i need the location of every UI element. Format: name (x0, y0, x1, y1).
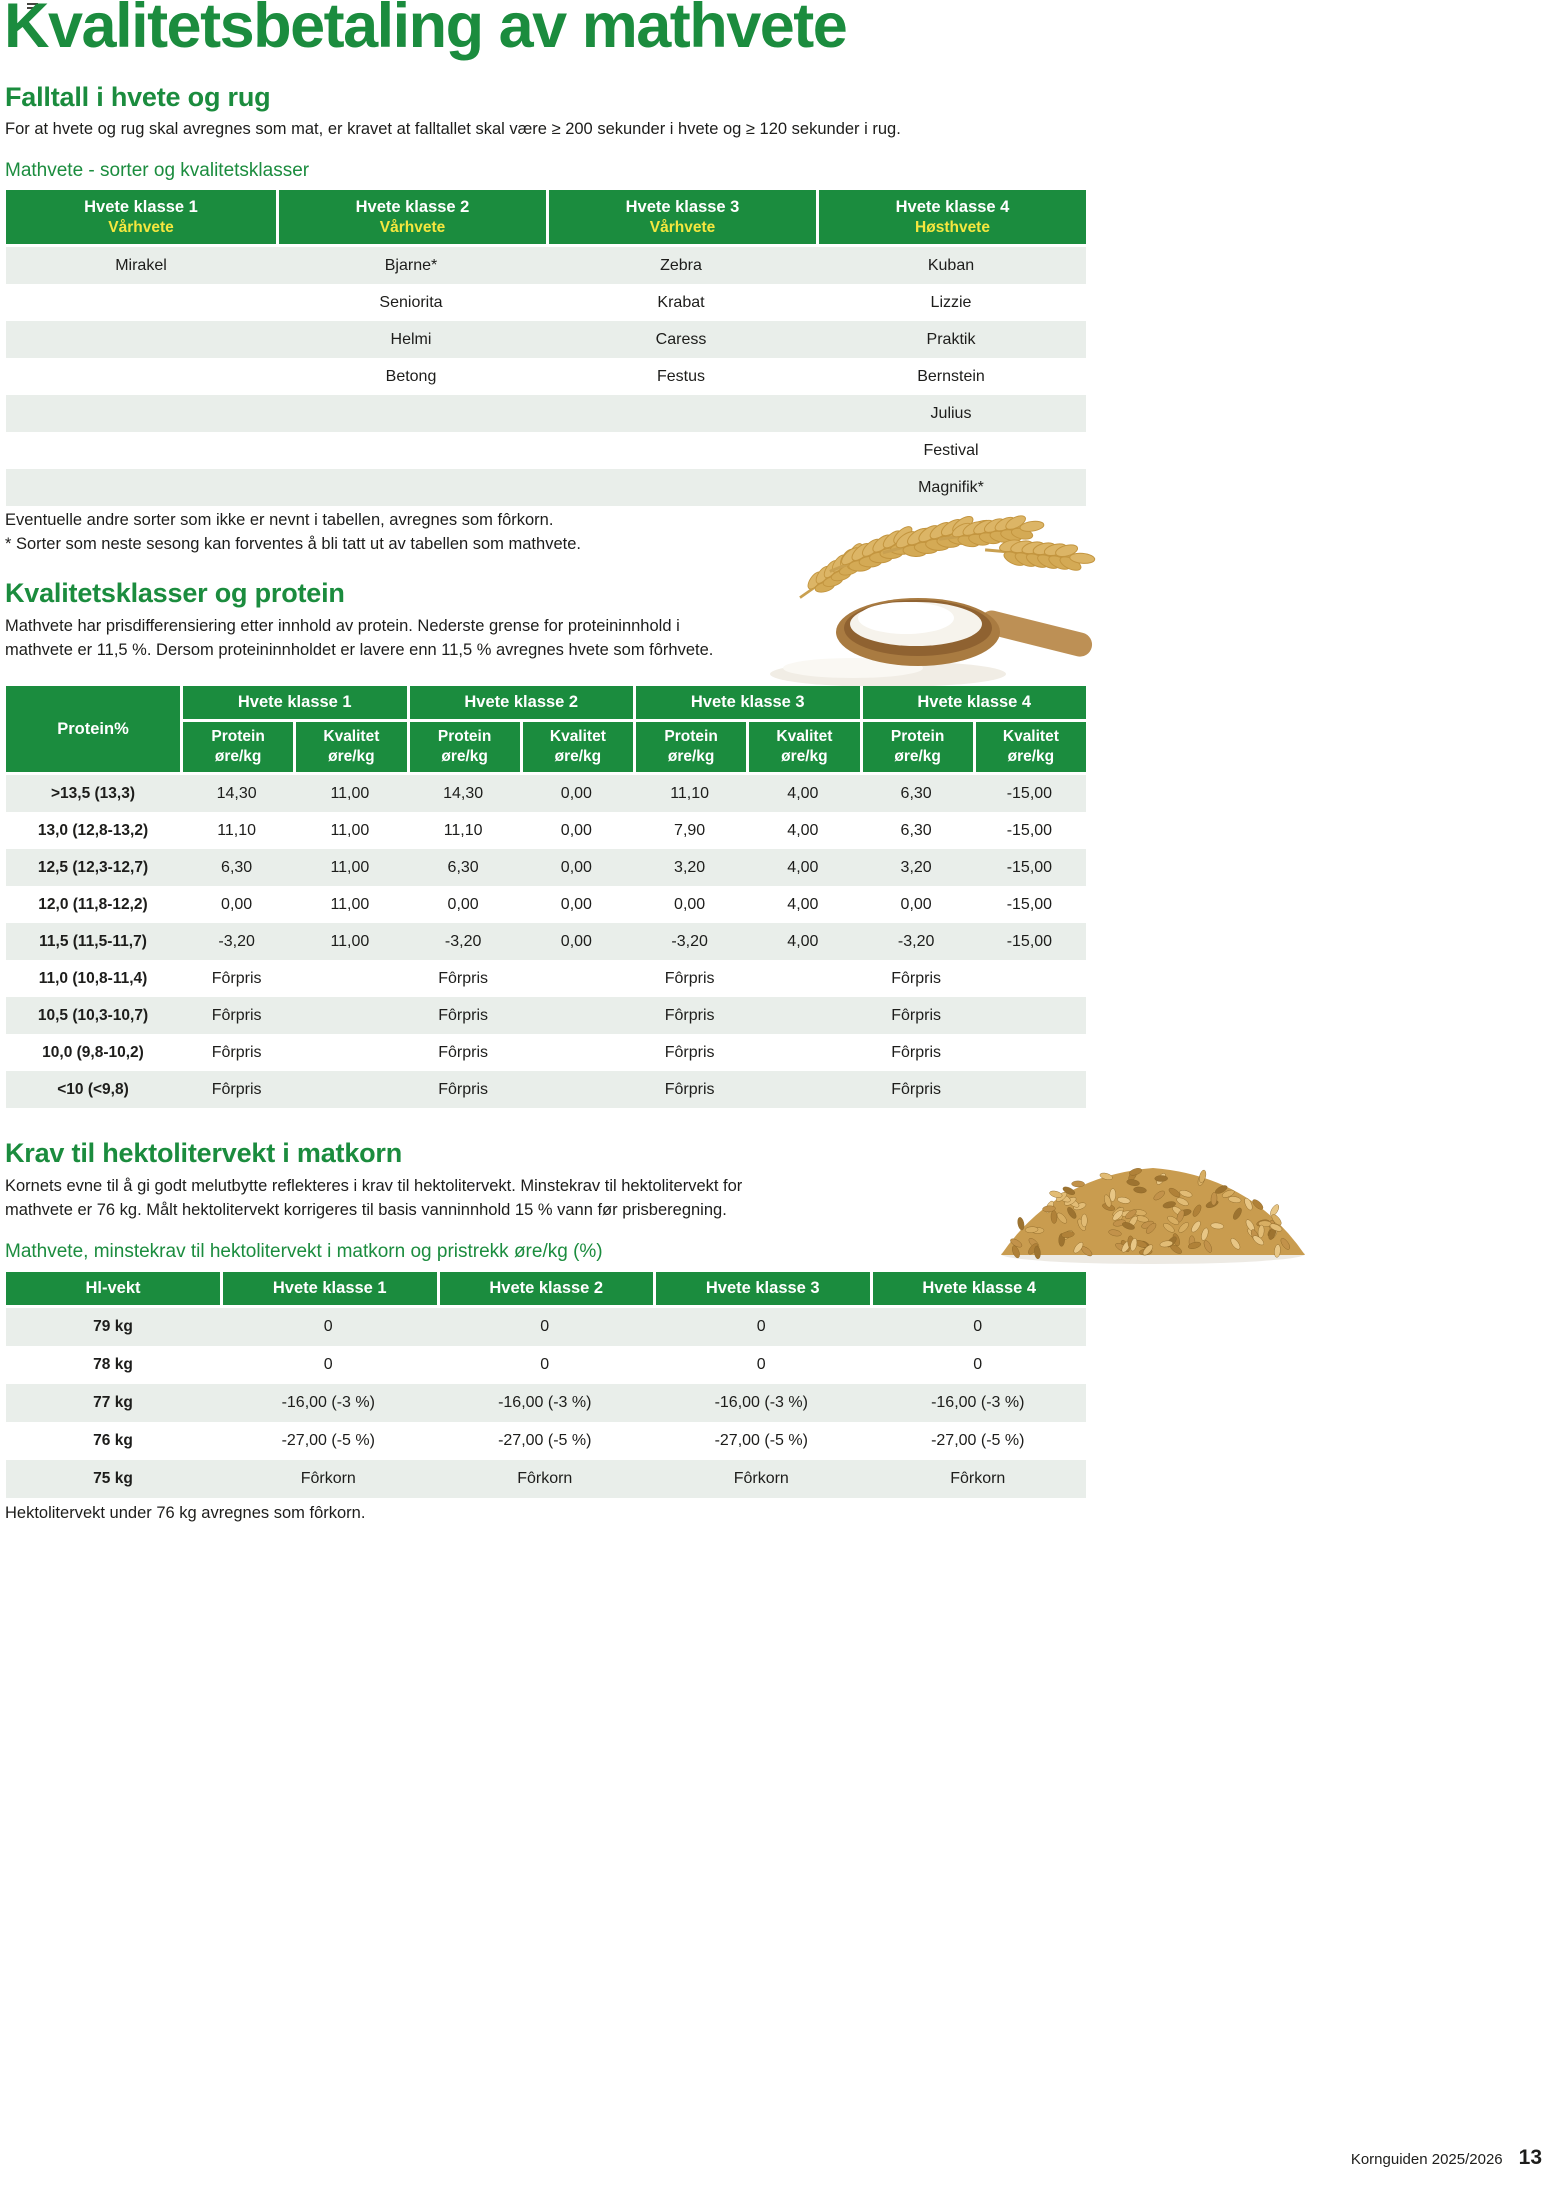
hektoliter-table (6, 1272, 1086, 1498)
class-header-cell: Hvete klasse 1 (180, 686, 407, 722)
variety-cell: Festival (923, 441, 979, 459)
price-cell: 6,30 (447, 858, 479, 876)
price-cell (293, 1071, 406, 1108)
class-header-cell: Hvete klasse 2 (437, 1272, 654, 1308)
variety-cell: Caress (655, 330, 707, 348)
table-row (6, 886, 1086, 923)
class-subtitle: Vårhvete (108, 218, 174, 236)
subheader-kvalitet-cell: Kvalitet øre/kg (746, 722, 859, 775)
class-header-cell: Hvete klasse 2 (407, 686, 634, 722)
sorter-note: Eventuelle andre sorter som ikke er nevnt i tabellen, avregnes som fôrkorn. (5, 511, 554, 529)
price-cell: 11,00 (330, 784, 370, 802)
price-cell (520, 1071, 633, 1108)
protein-table-body (6, 775, 1086, 1108)
variety-cell: Bernstein (917, 367, 985, 385)
sorter-table-header (6, 190, 1086, 247)
price-cell: Fôrpris (438, 1080, 489, 1098)
protein-range-cell: 11,0 (10,8-11,4) (38, 969, 148, 987)
price-cell: 14,30 (443, 784, 484, 802)
table-row (6, 1422, 1086, 1460)
price-cell: -3,20 (444, 932, 482, 950)
deduction-cell: -27,00 (-5 %) (498, 1432, 592, 1449)
class-subtitle: Vårhvete (649, 218, 716, 236)
price-cell: 3,20 (674, 858, 706, 876)
price-cell (293, 960, 406, 997)
price-cell: 0,00 (674, 895, 706, 913)
price-cell: Fôrpris (891, 1006, 942, 1024)
subheader-protein-cell: Protein øre/kg (860, 722, 973, 775)
subheader-protein-cell: Protein øre/kg (633, 722, 746, 775)
price-cell: -15,00 (1006, 895, 1053, 913)
subheader-kvalitet-cell: Kvalitet øre/kg (973, 722, 1086, 775)
deduction-cell: 0 (323, 1318, 333, 1335)
price-cell: 4,00 (787, 821, 819, 839)
protein-range-cell: 12,0 (11,8-12,2) (38, 895, 148, 913)
protein-range-cell: <10 (<9,8) (57, 1080, 129, 1098)
heading-hektoliter: Krav til hektolitervekt i matkorn (5, 1138, 403, 1168)
table-row (6, 358, 1086, 395)
price-cell: Fôrpris (891, 1080, 942, 1098)
variety-cell (546, 432, 816, 469)
price-cell: Fôrpris (211, 1043, 262, 1061)
price-cell (746, 1034, 859, 1071)
class-header-cell: Hvete klasse 1 (220, 1272, 437, 1308)
weight-cell: 75 kg (93, 1470, 133, 1487)
protein-range-cell: 13,0 (12,8-13,2) (37, 821, 149, 839)
price-cell (520, 1034, 633, 1071)
price-cell (520, 997, 633, 1034)
price-cell: 0,00 (560, 821, 592, 839)
variety-cell (6, 432, 276, 469)
weight-cell: 76 kg (93, 1432, 133, 1449)
variety-cell (6, 284, 276, 321)
price-cell: 4,00 (787, 858, 819, 876)
weight-cell: 79 kg (93, 1318, 133, 1335)
price-cell: 0,00 (560, 784, 592, 802)
variety-cell: Mirakel (115, 256, 167, 274)
price-cell: Fôrpris (438, 1043, 489, 1061)
deduction-cell: Fôrkorn (950, 1470, 1006, 1487)
subheader-protein-cell: Protein øre/kg (180, 722, 293, 775)
price-cell: -15,00 (1006, 858, 1053, 876)
class-header-cell (6, 190, 276, 247)
price-cell (293, 997, 406, 1034)
price-cell: 4,00 (787, 895, 819, 913)
class-header-cell (816, 190, 1086, 247)
table-row (6, 321, 1086, 358)
weight-cell: 78 kg (93, 1356, 133, 1373)
price-cell: Fôrpris (891, 969, 942, 987)
price-cell: 6,30 (900, 821, 932, 839)
price-cell: Fôrpris (211, 969, 262, 987)
price-cell: 4,00 (787, 932, 819, 950)
table-row (6, 775, 1086, 812)
price-cell (973, 960, 1086, 997)
price-cell (746, 1071, 859, 1108)
variety-cell (276, 395, 546, 432)
price-cell: 14,30 (216, 784, 257, 802)
subheader-kvalitet-cell: Kvalitet øre/kg (293, 722, 406, 775)
variety-cell (6, 395, 276, 432)
class-header-cell: Hvete klasse 3 (653, 1272, 870, 1308)
price-cell: 11,00 (330, 932, 370, 950)
price-cell: -15,00 (1006, 821, 1053, 839)
deduction-cell: 0 (323, 1356, 333, 1373)
table-row (6, 923, 1086, 960)
wheat-photo (758, 490, 1103, 690)
deduction-cell: -16,00 (-3 %) (931, 1394, 1025, 1411)
price-cell: 0,00 (900, 895, 932, 913)
subheading-hektoliter: Mathvete, minstekrav til hektolitervekt i matkorn og pristrekk øre/kg (%) (5, 1241, 603, 1262)
subheader-protein-cell: Protein øre/kg (407, 722, 520, 775)
page-title: Kvalitetsbetaling av mathvete (4, 0, 847, 61)
deduction-cell: 0 (973, 1356, 983, 1373)
falltall-paragraph: For at hvete og rug skal avregnes som mat, er kravet at falltallet skal være ≥ 200 sekunder i hvete og ≥ 120 sekunder i rug. (5, 120, 901, 138)
class-subtitle: Høsthvete (915, 218, 990, 236)
class-header-cell: Hvete klasse 4 (860, 686, 1087, 722)
price-cell: 11,10 (670, 784, 710, 802)
variety-cell: Betong (385, 367, 437, 385)
price-cell: 3,20 (900, 858, 932, 876)
table-row (6, 1071, 1086, 1108)
heading-falltall: Falltall i hvete og rug (5, 82, 271, 112)
sorter-table (6, 190, 1086, 506)
page-number: 13 (1518, 2146, 1542, 2169)
deduction-cell: -27,00 (-5 %) (714, 1432, 808, 1449)
protein-paragraph: Mathvete har prisdifferensiering etter innhold av protein. Nederste grense for proteininnhold i mathvete er 11,5 %. Dersom proteininnholdet er lavere enn 11,5 % avregnes hvete som fôrhvete. (5, 617, 714, 659)
deduction-cell: -27,00 (-5 %) (281, 1432, 375, 1449)
protein-range-cell: 12,5 (12,3-12,7) (37, 858, 149, 876)
price-cell: 0,00 (447, 895, 479, 913)
variety-cell (546, 395, 816, 432)
protein-range-cell: 10,5 (10,3-10,7) (37, 1006, 149, 1024)
table-row (6, 395, 1086, 432)
price-cell: 11,10 (443, 821, 483, 839)
variety-cell: Zebra (660, 256, 702, 274)
deduction-cell: -27,00 (-5 %) (931, 1432, 1025, 1449)
price-cell: 0,00 (560, 932, 592, 950)
heading-protein: Kvalitetsklasser og protein (5, 578, 345, 608)
price-cell: Fôrpris (664, 1043, 715, 1061)
variety-cell: Julius (930, 404, 972, 422)
protein-range-cell: 11,5 (11,5-11,7) (39, 932, 147, 950)
variety-cell (276, 432, 546, 469)
price-cell: -3,20 (218, 932, 255, 950)
protein-corner-header: Protein% (6, 686, 180, 775)
price-cell: Fôrpris (891, 1043, 942, 1061)
variety-cell: Magnifik* (918, 478, 984, 496)
table-row (6, 1034, 1086, 1071)
price-cell: Fôrpris (211, 1006, 262, 1024)
table-row (6, 432, 1086, 469)
variety-cell: Kuban (927, 256, 975, 274)
class-title: Hvete klasse 4 (895, 197, 1010, 216)
protein-table (6, 686, 1086, 1108)
price-cell: 11,00 (330, 895, 370, 913)
price-cell (520, 960, 633, 997)
sorter-footnote: * Sorter som neste sesong kan forventes å bli tatt ut av tabellen som mathvete. (5, 535, 581, 553)
deduction-cell: Fôrkorn (733, 1470, 789, 1487)
deduction-cell: 0 (540, 1356, 550, 1373)
subheader-kvalitet-cell: Kvalitet øre/kg (520, 722, 633, 775)
price-cell (973, 997, 1086, 1034)
class-header-cell (276, 190, 546, 247)
sorter-table-body (6, 247, 1086, 506)
hektoliter-table-header (6, 1272, 1086, 1308)
weight-cell: 77 kg (93, 1394, 133, 1411)
variety-cell (6, 321, 276, 358)
price-cell: 0,00 (560, 858, 592, 876)
deduction-cell: 0 (756, 1356, 766, 1373)
deduction-cell: Fôrkorn (300, 1470, 356, 1487)
price-cell: 0,00 (221, 895, 253, 913)
subheading-sorter: Mathvete - sorter og kvalitetsklasser (5, 160, 310, 181)
grain-photo (985, 1124, 1315, 1266)
table-row (6, 284, 1086, 321)
protein-table-header (6, 686, 1086, 775)
deduction-cell: Fôrkorn (517, 1470, 573, 1487)
table-row (6, 247, 1086, 284)
deduction-cell: -16,00 (-3 %) (714, 1394, 808, 1411)
protein-range-cell: >13,5 (13,3) (50, 784, 136, 802)
price-cell: Fôrpris (438, 969, 489, 987)
price-cell (973, 1034, 1086, 1071)
price-cell: 11,10 (217, 821, 257, 839)
price-cell: 11,00 (330, 858, 370, 876)
class-header-cell: Hvete klasse 4 (870, 1272, 1087, 1308)
class-title: Hvete klasse 2 (355, 197, 470, 216)
price-cell (746, 997, 859, 1034)
page-footer (1351, 2146, 1542, 2170)
price-cell: 4,00 (787, 784, 819, 802)
price-cell: Fôrpris (664, 969, 715, 987)
hektoliter-note: Hektolitervekt under 76 kg avregnes som fôrkorn. (5, 1504, 366, 1522)
table-row (6, 1308, 1086, 1346)
price-cell: Fôrpris (211, 1080, 262, 1098)
price-cell: -3,20 (671, 932, 708, 950)
class-subtitle: Vårhvete (379, 218, 446, 236)
table-row (6, 1346, 1086, 1384)
deduction-cell: -16,00 (-3 %) (281, 1394, 375, 1411)
price-cell: -15,00 (1006, 932, 1053, 950)
class-title: Hvete klasse 1 (84, 197, 198, 216)
variety-cell (276, 469, 546, 506)
price-cell: 0,00 (560, 895, 592, 913)
price-cell: Fôrpris (664, 1006, 715, 1024)
hektoliter-table-body (6, 1308, 1086, 1498)
table-row (6, 960, 1086, 997)
variety-cell: Bjarne* (384, 256, 438, 274)
variety-cell: Seniorita (379, 293, 443, 311)
deduction-cell: -16,00 (-3 %) (498, 1394, 592, 1411)
price-cell: -15,00 (1006, 784, 1053, 802)
price-cell (293, 1034, 406, 1071)
variety-cell: Festus (656, 367, 705, 385)
table-row (6, 1460, 1086, 1498)
deduction-cell: 0 (973, 1318, 983, 1335)
variety-cell (6, 469, 276, 506)
variety-cell: Krabat (657, 293, 705, 311)
protein-range-cell: 10,0 (9,8-10,2) (42, 1043, 144, 1061)
table-row (6, 1384, 1086, 1422)
footer-title: Kornguiden 2025/2026 (1350, 2151, 1503, 2168)
price-cell: 7,90 (674, 821, 706, 839)
class-header-cell: Hvete klasse 3 (633, 686, 860, 722)
variety-cell (6, 358, 276, 395)
class-header-cell (546, 190, 816, 247)
table-row (6, 997, 1086, 1034)
hektoliter-paragraph: Kornets evne til å gi godt melutbytte reflekteres i krav til hektolitervekt. Minstekrav til hektolitervekt for mathvete er 76 kg. Målt hektolitervekt korrigeres til basis vanninnhold 15 % vann før prisberegning. (5, 1177, 743, 1219)
price-cell (973, 1071, 1086, 1108)
price-cell: Fôrpris (664, 1080, 715, 1098)
variety-cell: Lizzie (930, 293, 972, 311)
hlvekt-header-cell: Hl-vekt (6, 1272, 220, 1308)
price-cell: -3,20 (897, 932, 935, 950)
variety-cell: Helmi (390, 330, 432, 348)
price-cell: 6,30 (221, 858, 253, 876)
class-title: Hvete klasse 3 (625, 197, 740, 216)
price-cell: 11,00 (330, 821, 370, 839)
variety-cell: Praktik (926, 330, 976, 348)
price-cell: Fôrpris (438, 1006, 489, 1024)
price-cell: 6,30 (900, 784, 932, 802)
table-row (6, 849, 1086, 886)
price-cell (746, 960, 859, 997)
table-row (6, 812, 1086, 849)
deduction-cell: 0 (756, 1318, 766, 1335)
deduction-cell: 0 (540, 1318, 550, 1335)
